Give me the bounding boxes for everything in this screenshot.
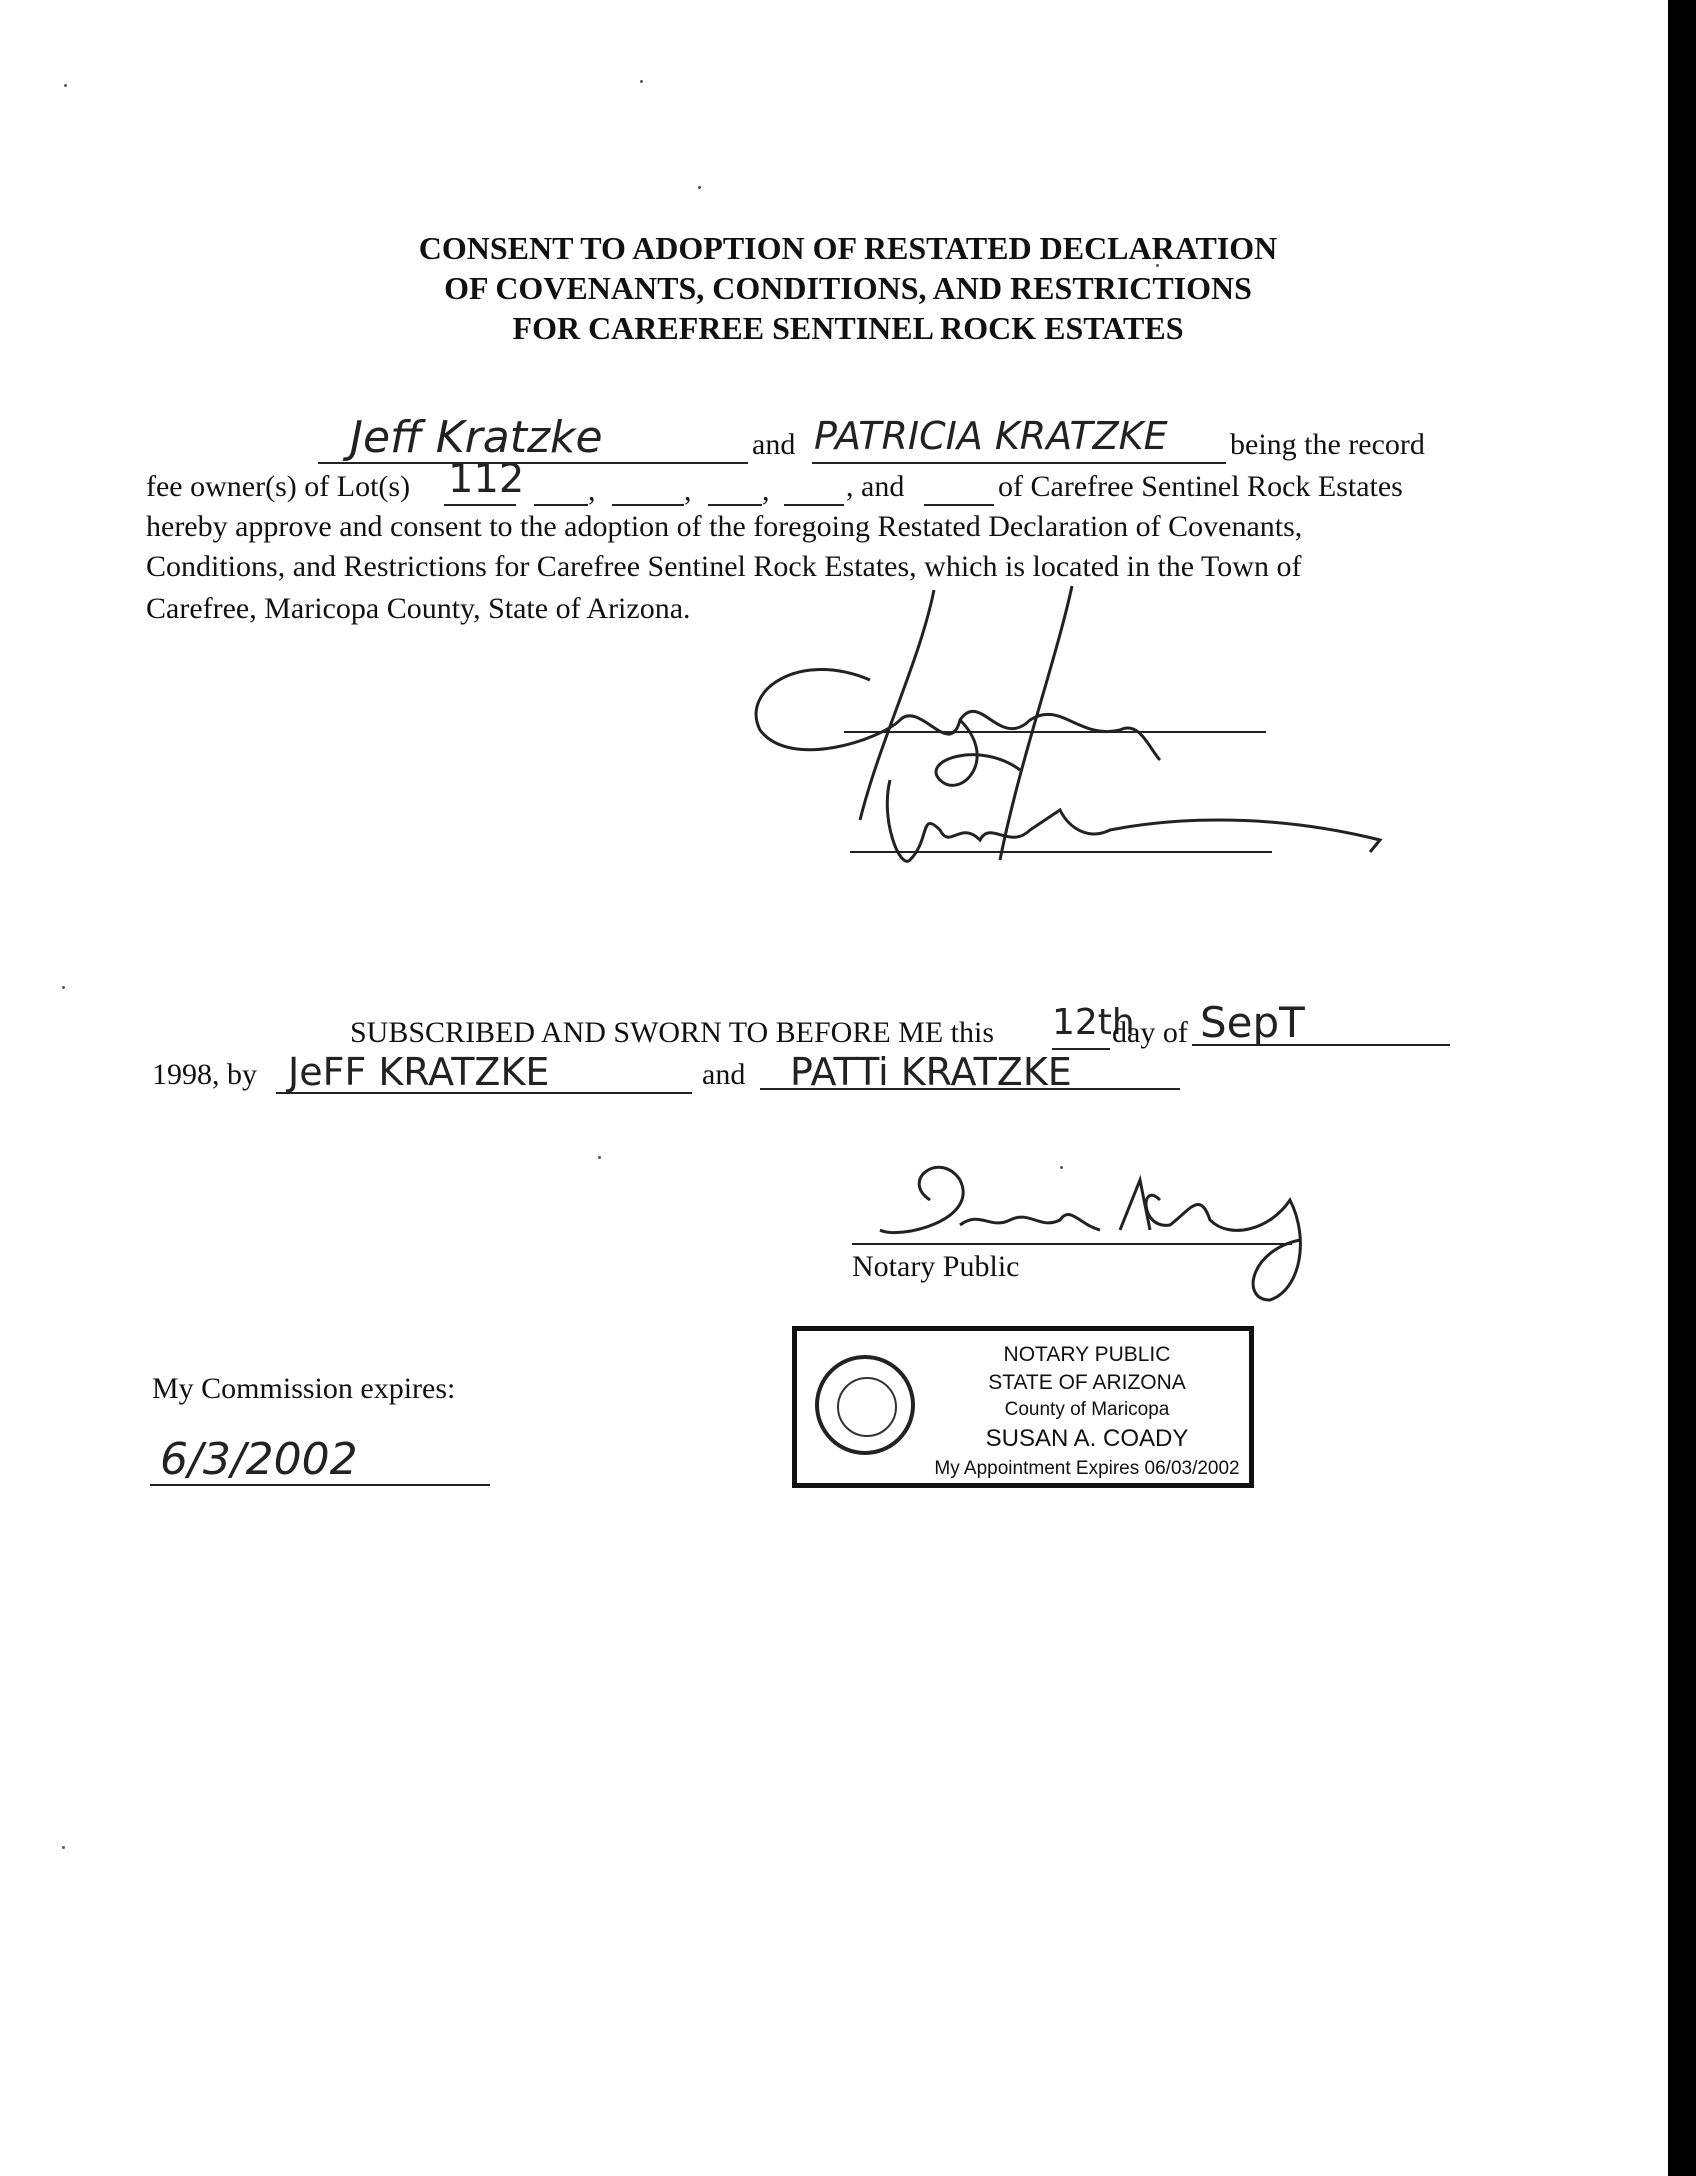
being-record-text: being the record [1230, 428, 1425, 461]
signature-jeff-loop [936, 720, 1020, 785]
notary-public-label: Notary Public [852, 1250, 1020, 1283]
jurat-name-1-underline [276, 1092, 692, 1094]
day-of-text: day of [1112, 1016, 1188, 1049]
state-seal-icon [815, 1355, 915, 1455]
stamp-line-4: SUSAN A. COADY [985, 1425, 1189, 1452]
month-underline [1192, 1044, 1450, 1046]
title-line-2: OF COVENANTS, CONDITIONS, AND RESTRICTIONS [444, 270, 1252, 306]
title-line-1: CONSENT TO ADOPTION OF RESTATED DECLARATION [418, 230, 1278, 266]
jurat-name-2-handwritten: PATTi KRATZKE [790, 1050, 1072, 1094]
comma: , [762, 474, 770, 507]
fee-owner-text: fee owner(s) of Lot(s) [146, 470, 411, 503]
comma: , [588, 474, 596, 507]
stamp-line-1: NOTARY PUBLIC [1003, 1343, 1171, 1366]
consent-line-4: Conditions, and Restrictions for Carefree Sentinel Rock Estates, which is located in the Town of [146, 550, 1302, 583]
signature-patricia [887, 780, 1380, 861]
jurat-name-1-handwritten: JeFF KRATZKE [288, 1050, 550, 1094]
month-handwritten: SepT [1200, 998, 1305, 1047]
title-line-3: FOR CAREFREE SENTINEL ROCK ESTATES [512, 310, 1184, 346]
sworn-text: SUBSCRIBED AND SWORN TO BEFORE ME this [350, 1016, 995, 1049]
signature-stroke [860, 586, 1072, 860]
consent-line-5: Carefree, Maricopa County, State of Arizona. [146, 592, 691, 625]
lot-number-handwritten: 112 [448, 456, 525, 502]
commission-date-underline [150, 1484, 490, 1486]
consent-line-3: hereby approve and consent to the adoption of the foregoing Restated Declaration of Covenants, [146, 510, 1303, 543]
stamp-text [927, 1341, 1247, 1483]
stamp-line-2: STATE OF ARIZONA [988, 1371, 1186, 1394]
stamp-line-3: County of Maricopa [1004, 1399, 1170, 1420]
and-text: and [702, 1058, 746, 1091]
day-handwritten: 12th [1052, 1002, 1135, 1043]
owner-1-handwritten: Jeff Kratzke [350, 412, 603, 463]
year-by-text: 1998, by [152, 1058, 257, 1091]
owner-2-handwritten: PATRICIA KRATZKE [814, 414, 1168, 458]
signature-jeff [756, 670, 1160, 760]
stamp-line-5: My Appointment Expires 06/03/2002 [934, 1458, 1240, 1479]
commission-date-handwritten: 6/3/2002 [160, 1434, 358, 1485]
notary-stamp [792, 1326, 1254, 1488]
jurat-name-2-underline [760, 1088, 1180, 1090]
and-text: , and [846, 470, 905, 503]
commission-label: My Commission expires: [152, 1372, 456, 1405]
of-estates-text: of Carefree Sentinel Rock Estates [998, 470, 1403, 503]
comma: , [684, 474, 692, 507]
and-text: and [752, 428, 796, 461]
